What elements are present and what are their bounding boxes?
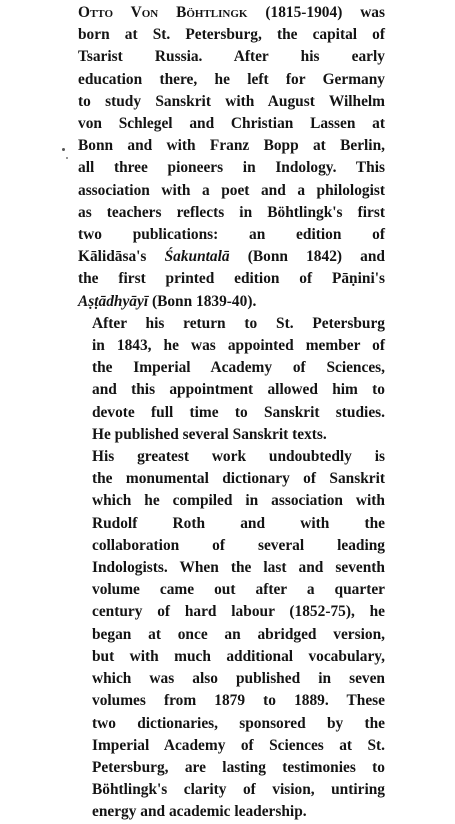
text-line: volume came out after a quarter [92,581,385,599]
text-line: He published several Sanskrit texts. [92,425,327,443]
text-line: energy and academic leadership. [92,803,307,821]
paragraph-1 [78,2,385,313]
paragraph-2 [78,313,385,446]
text-line: Otto Von Böhtlingk (1815-1904) was [78,4,385,21]
text-line: von Schlegel and Christian Lassen at [78,115,385,133]
text-line: Petersburg, are lasting testimonies to [92,758,385,776]
text-line: Kālidāsa's Śakuntalā (Bonn 1842) and [78,248,385,266]
text-line: After his return to St. Petersburg [92,314,385,332]
text-line: two dictionaries, sponsored by the [92,714,385,732]
text-line: volumes from 1879 to 1889. These [92,692,385,710]
text-line: all three pioneers in Indology. This [78,159,385,177]
text-line: the first printed edition of Pāṇini's [78,270,385,288]
text-line: but with much additional vocabulary, [92,647,385,665]
scan-speck [62,148,65,151]
text-line: Rudolf Roth and with the [92,514,385,532]
text-line: born at St. Petersburg, the capital of [78,26,385,44]
text-line: century of hard labour (1852-75), he [92,603,385,621]
text-line: the monumental dictionary of Sanskrit [92,470,385,488]
text-line: as teachers reflects in Böhtlingk's first [78,203,385,221]
document-body [78,2,385,824]
text-line: and this appointment allowed him to [92,381,385,399]
text-line: education there, he left for Germany [78,70,385,88]
text-line: which he compiled in association with [92,492,385,510]
text-line: which was also published in seven [92,670,385,688]
text-line: devote full time to Sanskrit studies. [92,403,385,421]
paragraph-3 [78,446,385,823]
text-line: Indologists. When the last and seventh [92,559,385,577]
scan-speck [66,157,68,159]
text-line: began at once an abridged version, [92,625,385,643]
work-title-sakuntala: Śakuntalā [164,248,230,266]
text-line: the Imperial Academy of Sciences, [92,359,385,377]
text-line: to study Sanskrit with August Wilhelm [78,92,385,110]
text-line: Aṣṭādhyāyī (Bonn 1839-40). [78,292,257,310]
text-line: Tsarist Russia. After his early [78,48,385,66]
text-line: Böhtlingk's clarity of vision, untiring [92,781,385,799]
text-line: Bonn and with Franz Bopp at Berlin, [78,137,385,155]
text-line: association with a poet and a philologist [78,181,385,199]
work-title-astadhyayi: Aṣṭādhyāyī [78,292,149,310]
text-line: Imperial Academy of Sciences at St. [92,736,385,754]
text-line: two publications: an edition of [78,226,385,244]
text-line: in 1843, he was appointed member of [92,337,385,355]
author-name: Otto Von Böhtlingk [78,4,248,21]
text-line: His greatest work undoubtedly is [92,448,385,466]
text-line: collaboration of several leading [92,536,385,554]
